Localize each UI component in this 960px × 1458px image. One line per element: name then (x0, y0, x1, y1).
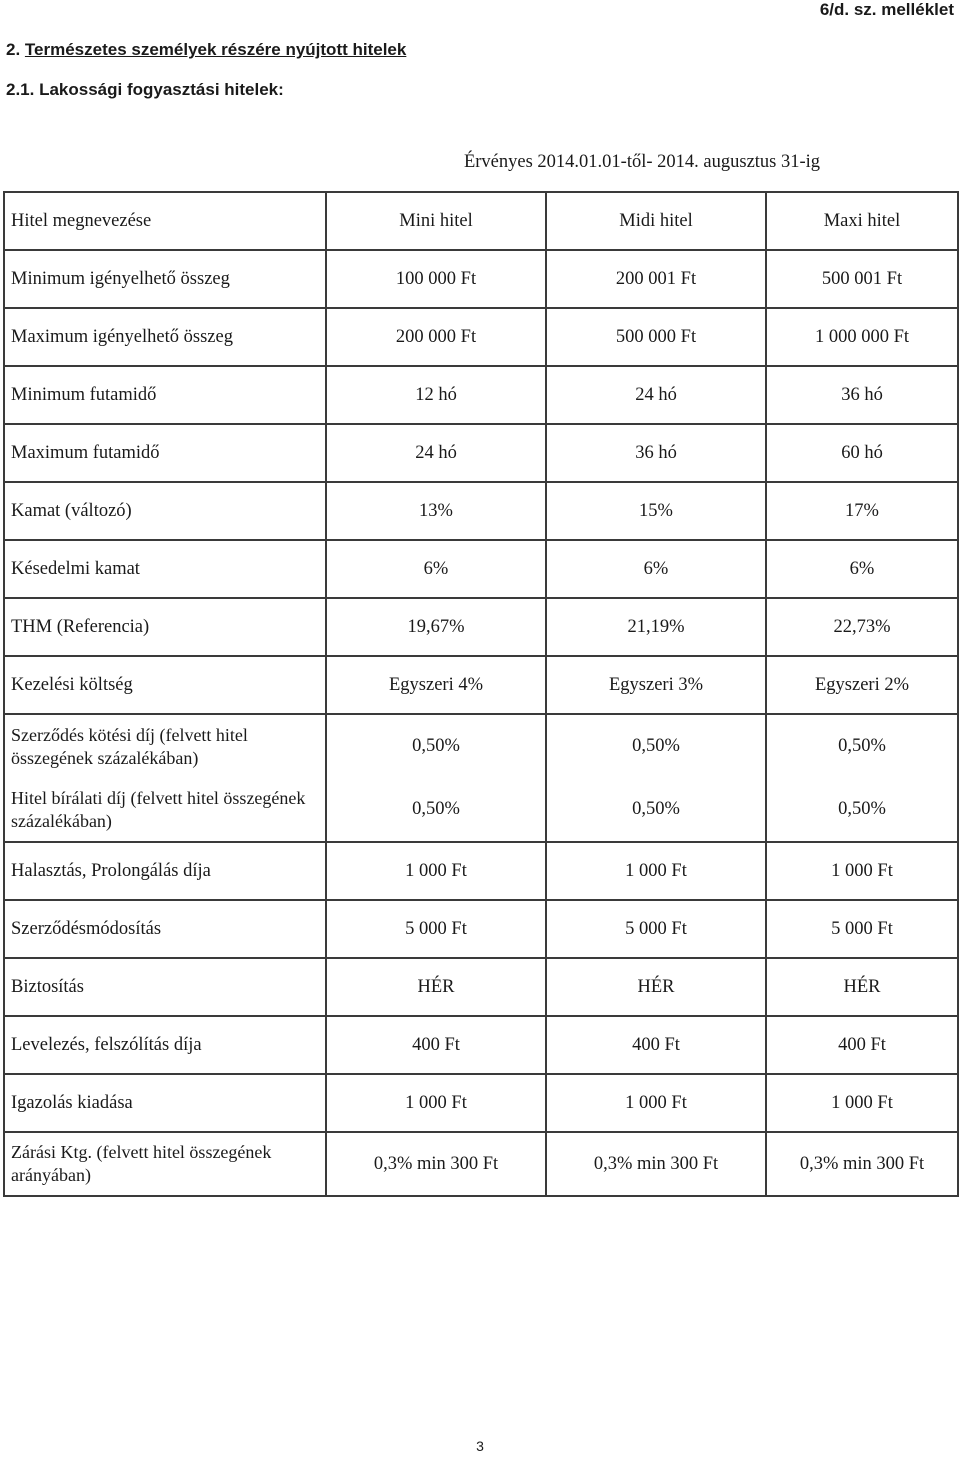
header-cell-maxi: Maxi hitel (766, 192, 958, 250)
table-row (4, 366, 958, 424)
table-row (4, 598, 958, 656)
row-label-cell: Hitel bírálati díj (felvett hitel összegének százalékában) (4, 778, 326, 842)
maxi-value-cell: 500 001 Ft (766, 250, 958, 308)
maxi-value-cell: 1 000 Ft (766, 1074, 958, 1132)
table-row (4, 778, 958, 842)
table-row (4, 424, 958, 482)
maxi-value-cell: 0,3% min 300 Ft (766, 1132, 958, 1196)
row-label-cell: Minimum igényelhető összeg (4, 250, 326, 308)
mini-value-cell: 1 000 Ft (326, 1074, 546, 1132)
maxi-value-cell: Egyszeri 2% (766, 656, 958, 714)
maxi-value-cell: 6% (766, 540, 958, 598)
mini-value-cell: 0,3% min 300 Ft (326, 1132, 546, 1196)
maxi-value-cell: 22,73% (766, 598, 958, 656)
mini-value-cell: 6% (326, 540, 546, 598)
midi-value-cell: 500 000 Ft (546, 308, 766, 366)
row-label-cell: Késedelmi kamat (4, 540, 326, 598)
mini-value-cell: HÉR (326, 958, 546, 1016)
maxi-value-cell: 1 000 Ft (766, 842, 958, 900)
row-label-cell: Kamat (változó) (4, 482, 326, 540)
table-row (4, 958, 958, 1016)
midi-value-cell: 36 hó (546, 424, 766, 482)
midi-value-cell: 1 000 Ft (546, 842, 766, 900)
row-label-cell: Zárási Ktg. (felvett hitel összegének arányában) (4, 1132, 326, 1196)
midi-value-cell: 0,50% (546, 714, 766, 778)
mini-value-cell: 200 000 Ft (326, 308, 546, 366)
row-label-cell: Minimum futamidő (4, 366, 326, 424)
maxi-value-cell: HÉR (766, 958, 958, 1016)
table-row (4, 1074, 958, 1132)
subsection-heading: 2.1. Lakossági fogyasztási hitelek: (6, 80, 284, 99)
row-label-cell: Szerződés kötési díj (felvett hitel összegének százalékában) (4, 714, 326, 778)
annex-label: 6/d. sz. melléklet (819, 0, 954, 19)
header-cell-midi: Midi hitel (546, 192, 766, 250)
midi-value-cell: 5 000 Ft (546, 900, 766, 958)
section-heading (6, 40, 406, 60)
loan-conditions-table (3, 134, 959, 1197)
table-row (4, 842, 958, 900)
maxi-value-cell: 5 000 Ft (766, 900, 958, 958)
validity-spacer-cell (4, 134, 326, 192)
row-label-cell: Biztosítás (4, 958, 326, 1016)
section-number: 2. (6, 40, 21, 59)
maxi-value-cell: 17% (766, 482, 958, 540)
row-label-cell: Levelezés, felszólítás díja (4, 1016, 326, 1074)
mini-value-cell: 5 000 Ft (326, 900, 546, 958)
table-header-row (4, 192, 958, 250)
maxi-value-cell: 60 hó (766, 424, 958, 482)
maxi-value-cell: 0,50% (766, 778, 958, 842)
midi-value-cell: 400 Ft (546, 1016, 766, 1074)
mini-value-cell: Egyszeri 4% (326, 656, 546, 714)
mini-value-cell: 1 000 Ft (326, 842, 546, 900)
midi-value-cell: 6% (546, 540, 766, 598)
table-row (4, 1132, 958, 1196)
row-label-cell: Szerződésmódosítás (4, 900, 326, 958)
mini-value-cell: 13% (326, 482, 546, 540)
mini-value-cell: 100 000 Ft (326, 250, 546, 308)
table-row (4, 482, 958, 540)
table-row (4, 540, 958, 598)
table-row (4, 656, 958, 714)
mini-value-cell: 400 Ft (326, 1016, 546, 1074)
row-label-cell: Maximum igényelhető összeg (4, 308, 326, 366)
midi-value-cell: 1 000 Ft (546, 1074, 766, 1132)
row-label-cell: Halasztás, Prolongálás díja (4, 842, 326, 900)
midi-value-cell: HÉR (546, 958, 766, 1016)
midi-value-cell: 24 hó (546, 366, 766, 424)
validity-text: Érvényes 2014.01.01-től- 2014. augusztus 31-ig (326, 134, 958, 192)
loan-table-body (4, 134, 958, 1196)
table-row (4, 250, 958, 308)
mini-value-cell: 24 hó (326, 424, 546, 482)
maxi-value-cell: 400 Ft (766, 1016, 958, 1074)
row-label-cell: Igazolás kiadása (4, 1074, 326, 1132)
row-label-cell: Maximum futamidő (4, 424, 326, 482)
midi-value-cell: 0,3% min 300 Ft (546, 1132, 766, 1196)
table-row (4, 900, 958, 958)
row-label-cell: THM (Referencia) (4, 598, 326, 656)
validity-row (4, 134, 958, 192)
midi-value-cell: Egyszeri 3% (546, 656, 766, 714)
mini-value-cell: 0,50% (326, 714, 546, 778)
header-cell-name: Hitel megnevezése (4, 192, 326, 250)
maxi-value-cell: 0,50% (766, 714, 958, 778)
mini-value-cell: 12 hó (326, 366, 546, 424)
midi-value-cell: 200 001 Ft (546, 250, 766, 308)
mini-value-cell: 0,50% (326, 778, 546, 842)
midi-value-cell: 0,50% (546, 778, 766, 842)
table-row (4, 714, 958, 778)
mini-value-cell: 19,67% (326, 598, 546, 656)
header-cell-mini: Mini hitel (326, 192, 546, 250)
row-label-cell: Kezelési költség (4, 656, 326, 714)
maxi-value-cell: 1 000 000 Ft (766, 308, 958, 366)
maxi-value-cell: 36 hó (766, 366, 958, 424)
table-row (4, 1016, 958, 1074)
section-title: Természetes személyek részére nyújtott hitelek (24, 40, 407, 59)
page-number: 3 (476, 1438, 484, 1454)
midi-value-cell: 21,19% (546, 598, 766, 656)
midi-value-cell: 15% (546, 482, 766, 540)
table-row (4, 308, 958, 366)
